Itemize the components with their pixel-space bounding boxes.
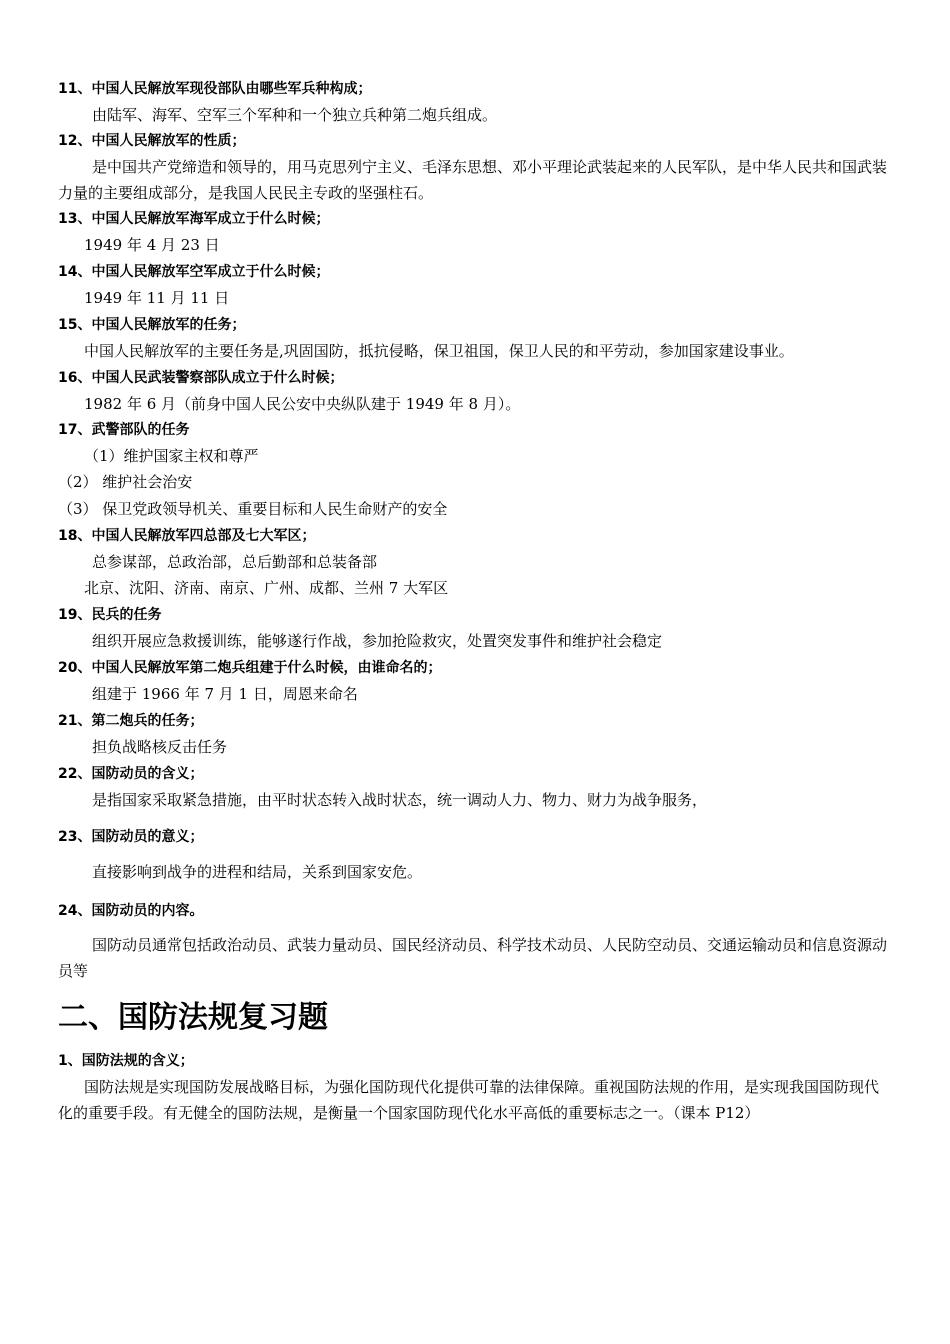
- law-answer-1: 国防法规是实现国防发展战略目标，为强化国防现代化提供可靠的法律保障。重视国防法规的作用，是实现我国国防现代化的重要手段。有无健全的国防法规，是衡量一个国家国防现代化水平高低的重要标志之一。（课本 P12）: [58, 1078, 880, 1122]
- answer-24: 国防动员通常包括政治动员、武装力量动员、国民经济动员、科学技术动员、人民防空动员、交通运输动员和信息资源动员等: [58, 936, 888, 980]
- question-18: 18、中国人民解放军四总部及七大军区；: [58, 528, 316, 544]
- question-22: 22、国防动员的含义；: [58, 766, 204, 782]
- answer-21: 担负战略核反击任务: [92, 738, 228, 756]
- answer-13: 1949 年 4 月 23 日: [84, 236, 220, 254]
- answer-20: 组建于 1966 年 7 月 1 日，周恩来命名: [92, 685, 358, 703]
- answer-11: 由陆军、海军、空军三个军种和一个独立兵种第二炮兵组成。: [92, 106, 498, 124]
- section-heading: 二、国防法规复习题: [58, 1000, 328, 1035]
- answer-23: 直接影响到战争的进程和结局，关系到国家安危。: [92, 863, 423, 881]
- question-17: 17、武警部队的任务: [58, 422, 190, 438]
- question-20: 20、中国人民解放军第二炮兵组建于什么时候，由谁命名的；: [58, 660, 442, 676]
- question-12: 12、中国人民解放军的性质；: [58, 133, 246, 149]
- question-13: 13、中国人民解放军海军成立于什么时候；: [58, 211, 330, 227]
- answer-22: 是指国家采取紧急措施，由平时状态转入战时状态，统一调动人力、物力、财力为战争服务，: [92, 791, 708, 809]
- answer-17-line-1: （1）维护国家主权和尊严: [84, 447, 259, 465]
- question-11: 11、中国人民解放军现役部队由哪些军兵种构成；: [58, 81, 372, 97]
- answer-18-line-1: 总参谋部，总政治部，总后勤部和总装备部: [92, 553, 378, 571]
- law-question-1: 1、国防法规的含义；: [58, 1053, 194, 1069]
- question-15: 15、中国人民解放军的任务；: [58, 317, 246, 333]
- answer-16: 1982 年 6 月（前身中国人民公安中央纵队建于 1949 年 8 月）。: [84, 395, 521, 413]
- answer-18-line-2: 北京、沈阳、济南、南京、广州、成都、兰州 7 大军区: [84, 579, 449, 597]
- answer-12: 是中国共产党缔造和领导的，用马克思列宁主义、毛泽东思想、邓小平理论武装起来的人民军队，是中华人民共和国武装力量的主要组成部分，是我国人民民主专政的坚强柱石。: [58, 158, 888, 202]
- answer-14: 1949 年 11 月 11 日: [84, 289, 230, 307]
- answer-15: 中国人民解放军的主要任务是,巩固国防，抵抗侵略，保卫祖国，保卫人民的和平劳动，参加国家建设事业。: [84, 342, 794, 360]
- question-24: 24、国防动员的内容。: [58, 903, 204, 919]
- question-14: 14、中国人民解放军空军成立于什么时候；: [58, 264, 330, 280]
- question-23: 23、国防动员的意义；: [58, 829, 204, 845]
- answer-19: 组织开展应急救援训练，能够遂行作战，参加抢险救灾，处置突发事件和维护社会稳定: [92, 632, 663, 650]
- question-21: 21、第二炮兵的任务；: [58, 713, 204, 729]
- question-16: 16、中国人民武装警察部队成立于什么时候；: [58, 370, 344, 386]
- question-19: 19、民兵的任务: [58, 607, 162, 623]
- answer-17-line-2: （2） 维护社会治安: [58, 473, 193, 491]
- answer-17-line-3: （3） 保卫党政领导机关、重要目标和人民生命财产的安全: [58, 500, 448, 518]
